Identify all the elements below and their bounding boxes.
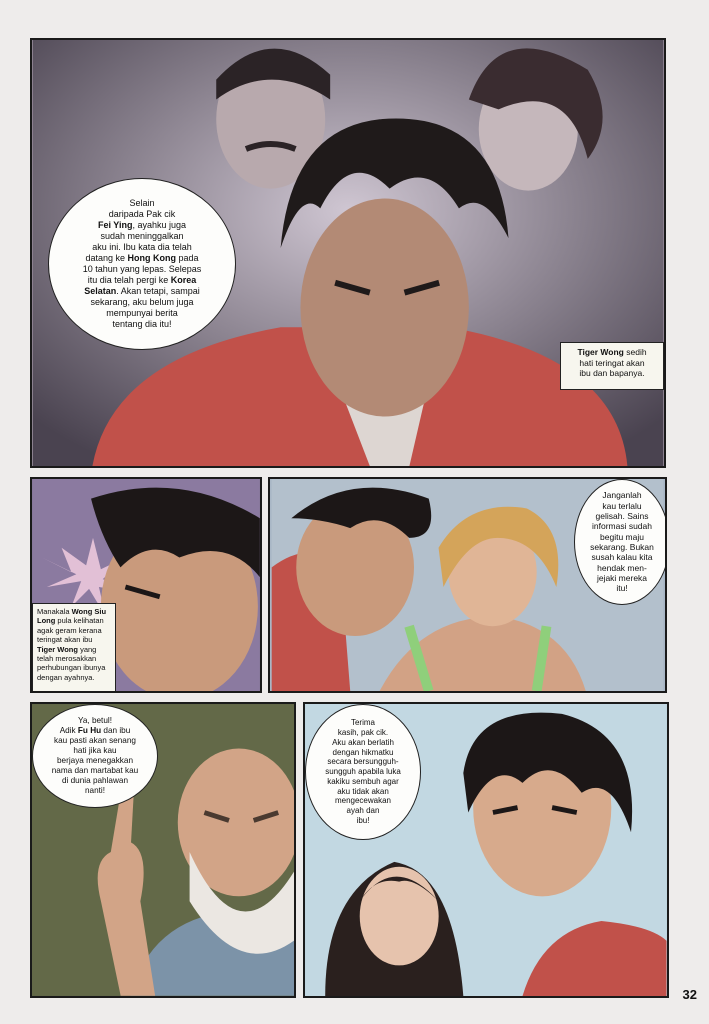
caption-box-2: Manakala Wong Siu Long pula kelihatan agak geram kerana teringat akan ibu Tiger Wong yang telah merosakkan perhubungan ibunya dengan ayahnya.: [32, 603, 116, 693]
panel-2: [30, 477, 262, 693]
speech-balloon-3: [574, 479, 667, 605]
girl-face: [360, 867, 439, 966]
panel-5: [303, 702, 669, 998]
balloon-4-text: Ya, betul! Adik Fu Hu dan ibu kau pasti akan senang hati jika kau berjaya menegakkan nama dan martabat kau di dunia pahlawan nanti!: [51, 716, 139, 795]
caption-box-1: Tiger Wong sedih hati teringat akan ibu dan bapanya.: [560, 342, 664, 390]
balloon-5-text: Terima kasih, pak cik. Aku akan berlatih dengan hikmatku secara bersungguh- sungguh apabila luka kakiku sembuh agar aku tidak akan mengecewakan ayah dan ibu!: [325, 718, 401, 825]
speech-balloon-4: [32, 704, 158, 808]
speech-balloon-5: [305, 704, 421, 840]
panel-3: [268, 477, 667, 693]
balloon-3-text: Janganlah kau terlalu gelisah. Sains informasi sudah begitu maju sekarang. Bukan susah kalau kita hendak men- jejaki mereka itu!: [590, 490, 654, 594]
balloon-1-text: Selain daripada Pak cik Fei Ying, ayahku juga sudah meninggalkan aku ini. Ibu kata dia telah datang ke Hong Kong pada 10 tahun yang lepas. Selepas itu dia telah pergi ke Korea Selatan. Akan tetapi, sampai sekarang, aku belum juga mempunyai berita tentang dia itu!: [82, 198, 202, 329]
hero-face: [300, 199, 468, 417]
panel-1: [30, 38, 666, 468]
page-number: 32: [682, 987, 697, 1002]
speech-balloon-1: [48, 178, 236, 350]
panel-4: [30, 702, 296, 998]
